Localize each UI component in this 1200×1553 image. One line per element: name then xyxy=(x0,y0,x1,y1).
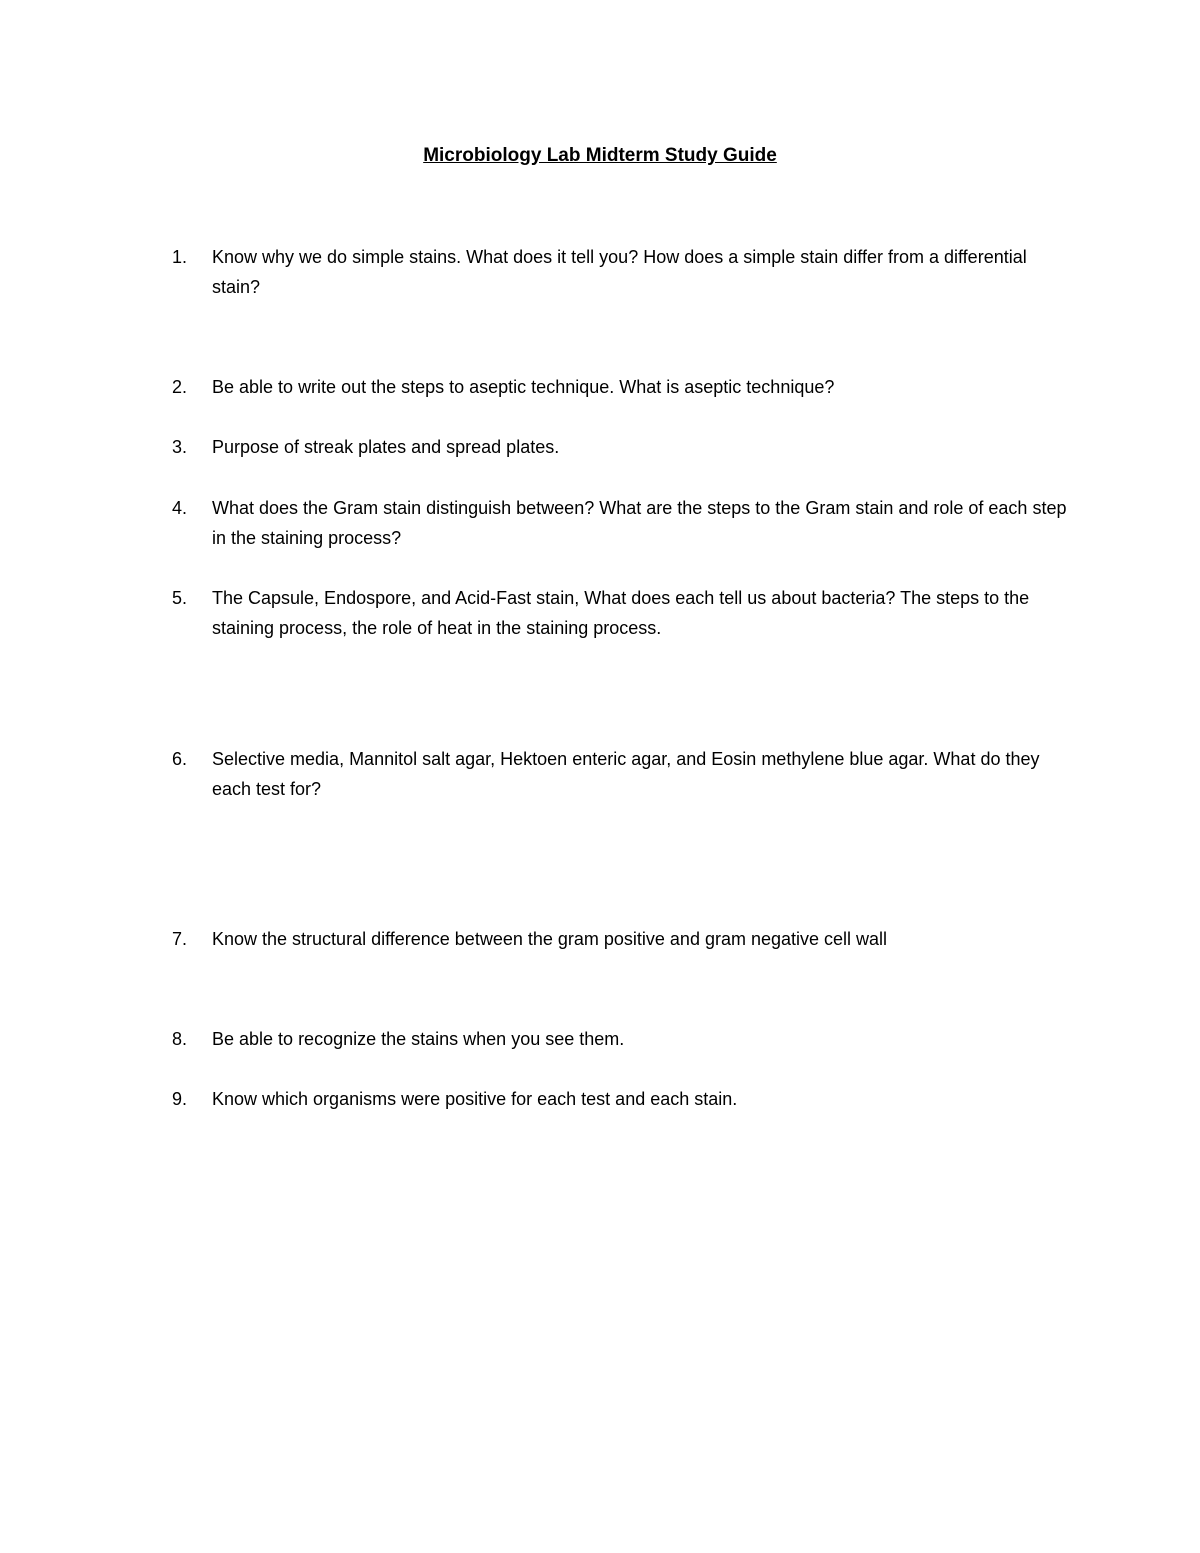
list-item-number: 2. xyxy=(172,377,188,397)
list-item xyxy=(172,493,1072,553)
list-item-text: Know the structural difference between the gram positive and gram negative cell wall xyxy=(212,929,888,949)
list-item xyxy=(172,1084,1072,1114)
list-item xyxy=(172,924,1072,954)
list-item-text: Purpose of streak plates and spread plates. xyxy=(212,437,560,457)
list-item-text: Be able to write out the steps to aseptic technique. What is aseptic technique? xyxy=(212,377,835,397)
list-item-number: 7. xyxy=(172,929,188,949)
list-item xyxy=(172,1024,1072,1054)
list-item-text: The Capsule, Endospore, and Acid-Fast stain, What does each tell us about bacteria? The steps to the staining process, the role of heat in the staining process. xyxy=(212,588,1030,638)
list-item-text: Be able to recognize the stains when you see them. xyxy=(212,1029,625,1049)
list-item xyxy=(172,744,1072,804)
list-item-number: 6. xyxy=(172,749,188,769)
list-item-text: Know why we do simple stains. What does it tell you? How does a simple stain differ from a differential stain? xyxy=(212,247,1027,297)
list-item-number: 5. xyxy=(172,588,188,608)
page-title: Microbiology Lab Midterm Study Guide xyxy=(423,145,777,166)
list-item xyxy=(172,242,1072,302)
list-item-number: 9. xyxy=(172,1089,188,1109)
list-item-number: 8. xyxy=(172,1029,188,1049)
list-item xyxy=(172,583,1072,643)
list-item-text: Know which organisms were positive for each test and each stain. xyxy=(212,1089,738,1109)
list-item xyxy=(172,432,1072,462)
list-item-text: Selective media, Mannitol salt agar, Hektoen enteric agar, and Eosin methylene blue agar. What do they each test for? xyxy=(212,749,1040,799)
list-item-number: 4. xyxy=(172,498,188,518)
list-item-number: 1. xyxy=(172,247,188,267)
list-item-text: What does the Gram stain distinguish between? What are the steps to the Gram stain and role of each step in the staining process? xyxy=(212,498,1067,548)
list-item-number: 3. xyxy=(172,437,188,457)
list-item xyxy=(172,372,1072,402)
